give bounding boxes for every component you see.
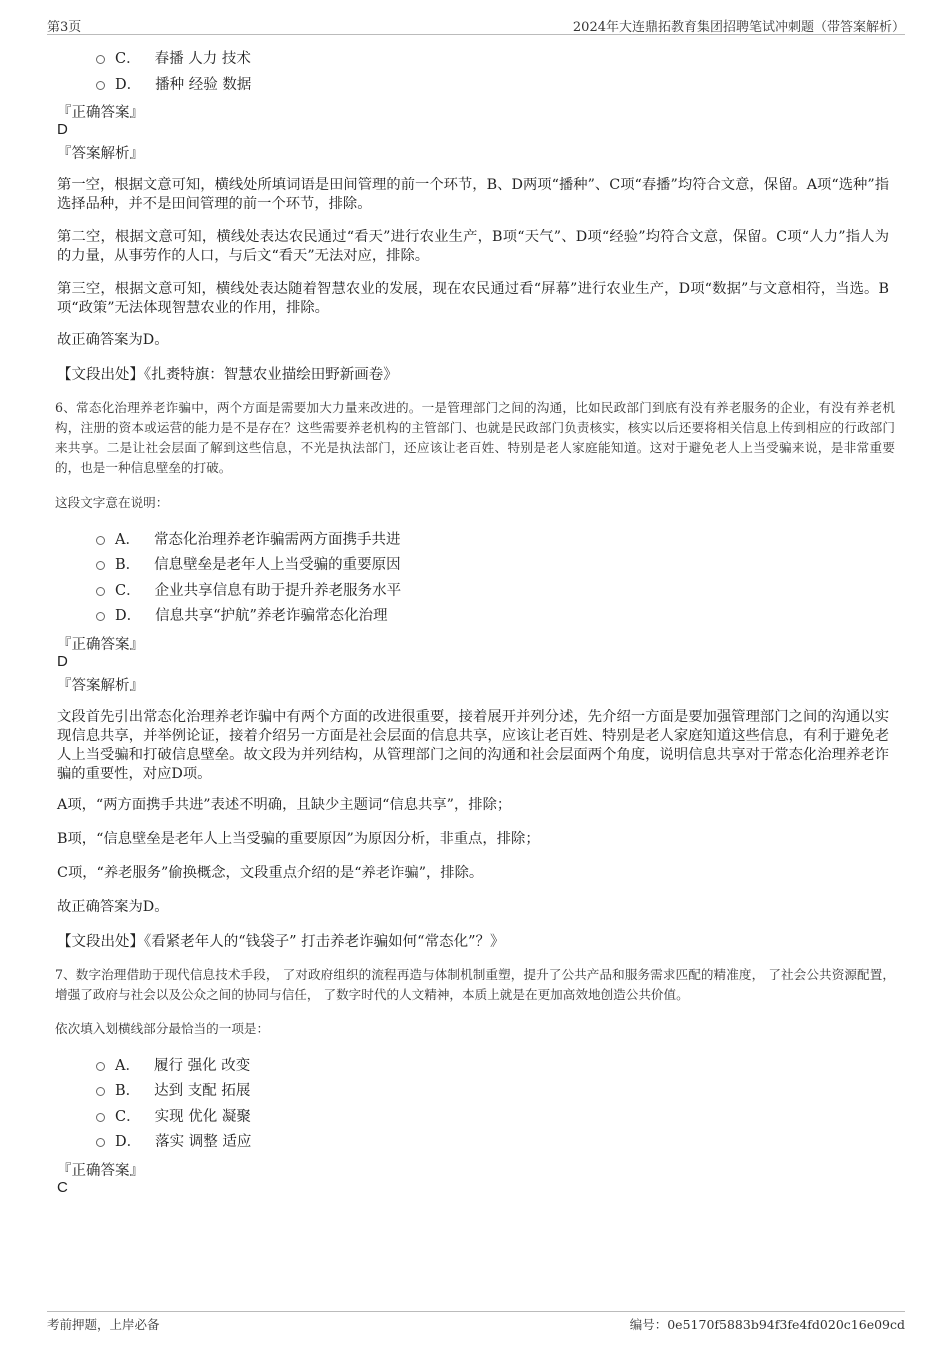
- radio-icon[interactable]: [96, 55, 105, 64]
- q6-analysis-1: 文段首先引出常态化治理养老诈骗中有两个方面的改进很重要，接着展开并列分述，先介绍一方面是要加强管理部门之间的沟通以实现信息共享，并举例论证，接着介绍另一方面是社会层面的信息共享，应该让老百姓、特别是老人家庭知道这些信息，有利于避免老人上当受骗和打破信息壁垒。故文段为并列结构，从管理部门之间的沟通和社会层面两个角度，说明信息共享对于常态化治理养老诈骗的重要性，对应D项。: [57, 709, 889, 782]
- footer-code: 编号：0e5170f5883b94f3fe4fd020c16e09cd: [629, 1317, 905, 1332]
- q6-option-d[interactable]: D． 信息共享“护航”养老诈骗常态化治理: [96, 604, 387, 624]
- q7-option-c[interactable]: C． 实现 优化 凝聚: [96, 1105, 251, 1125]
- q6-analysis-label: 『答案解析』: [57, 678, 144, 694]
- q6-option-c[interactable]: C． 企业共享信息有助于提升养老服务水平: [96, 579, 401, 599]
- q6-answer-label: 『正确答案』: [57, 637, 144, 653]
- q5-analysis-2: 第二空，根据文意可知，横线处表达农民通过“看天”进行农业生产，B项“天气”、D项“经验”均符合文意，保留。C项“人力”指人为的力量，从事劳作的人口，与后文“看天”无法对应，排除。: [57, 229, 889, 264]
- q7-prompt: 依次填入划横线部分最恰当的一项是：: [55, 1021, 270, 1036]
- q6-option-a[interactable]: A． 常态化治理养老诈骗需两方面携手共进: [96, 528, 400, 548]
- radio-icon[interactable]: [96, 612, 105, 621]
- q5-answer: D: [57, 121, 68, 138]
- q5-option-d[interactable]: D． 播种 经验 数据: [96, 73, 251, 93]
- q5-analysis-3: 第三空，根据文意可知，横线处表达随着智慧农业的发展，现在农民通过看“屏幕”进行农业生产，D项“数据”与文意相符，当选。B项“政策”无法体现智慧农业的作用，排除。: [57, 281, 889, 316]
- q6-stem: 6、常态化治理养老诈骗中，两个方面是需要加大力量来改进的。一是管理部门之间的沟通，比如民政部门到底有没有养老服务的企业，有没有养老机构，注册的资本或运营的能力是不是存在？这些需要养老机构的主管部门、也就是民政部门负责核实，核实以后还要将相关信息上传到相应的行政部门来共享。二是让社会层面了解到这些信息，不光是执法部门，还应该让老百姓、特别是老人家庭能知道。这对于避免老人上当受骗来说，是非常重要的，也是一种信息壁垒的打破。: [55, 400, 895, 475]
- q7-answer: C: [57, 1179, 68, 1196]
- radio-icon[interactable]: [96, 536, 105, 545]
- q5-analysis-1: 第一空，根据文意可知，横线处所填词语是田间管理的前一个环节，B、D两项“播种”、C项“春播”均符合文意，保留。A项“选种”指选择品种，并不是田间管理的前一个环节，排除。: [57, 177, 889, 212]
- q5-option-c[interactable]: C． 春播 人力 技术: [96, 47, 251, 67]
- radio-icon[interactable]: [96, 1138, 105, 1147]
- q6-conclusion: 故正确答案为D。: [57, 899, 169, 915]
- radio-icon[interactable]: [96, 81, 105, 90]
- q6-analysis-c: C项，“养老服务”偷换概念，文段重点介绍的是“养老诈骗”，排除。: [57, 865, 484, 881]
- q6-answer: D: [57, 653, 68, 670]
- q5-source: 【文段出处】《扎赉特旗：智慧农业描绘田野新画卷》: [57, 367, 398, 383]
- q7-stem: 7、数字治理借助于现代信息技术手段， 了对政府组织的流程再造与体制机制重塑，提升了公共产品和服务需求匹配的精准度， 了社会公共资源配置，增强了政府与社会以及公众之间的协同与信任， 了数字时代的人文精神，本质上就是在更加高效地创造公共价值。: [55, 967, 895, 1002]
- page-number: 第3页: [47, 20, 82, 35]
- q5-answer-label: 『正确答案』: [57, 105, 144, 121]
- page-footer: [47, 1311, 905, 1334]
- q7-option-d[interactable]: D． 落实 调整 适应: [96, 1130, 251, 1150]
- q7-option-b[interactable]: B． 达到 支配 拓展: [96, 1079, 250, 1099]
- q6-analysis-a: A项，“两方面携手共进”表述不明确，且缺少主题词“信息共享”，排除；: [57, 797, 512, 813]
- radio-icon[interactable]: [96, 1087, 105, 1096]
- radio-icon[interactable]: [96, 561, 105, 570]
- q6-analysis-b: B项，“信息壁垒是老年人上当受骗的重要原因”为原因分析，非重点，排除；: [57, 831, 540, 847]
- q6-option-b[interactable]: B． 信息壁垒是老年人上当受骗的重要原因: [96, 553, 401, 573]
- q5-analysis-label: 『答案解析』: [57, 146, 144, 162]
- radio-icon[interactable]: [96, 1113, 105, 1122]
- q5-conclusion: 故正确答案为D。: [57, 332, 169, 348]
- q7-answer-label: 『正确答案』: [57, 1163, 144, 1179]
- page-header: [47, 14, 905, 35]
- q6-source: 【文段出处】《看紧老年人的“钱袋子” 打击养老诈骗如何“常态化”？》: [57, 934, 505, 950]
- radio-icon[interactable]: [96, 587, 105, 596]
- footer-slogan: 考前押题，上岸必备: [47, 1317, 160, 1332]
- q6-prompt: 这段文字意在说明：: [55, 495, 169, 510]
- q7-option-a[interactable]: A． 履行 强化 改变: [96, 1054, 250, 1074]
- radio-icon[interactable]: [96, 1062, 105, 1071]
- document-title: 2024年大连鼎拓教育集团招聘笔试冲刺题（带答案解析）: [572, 20, 905, 35]
